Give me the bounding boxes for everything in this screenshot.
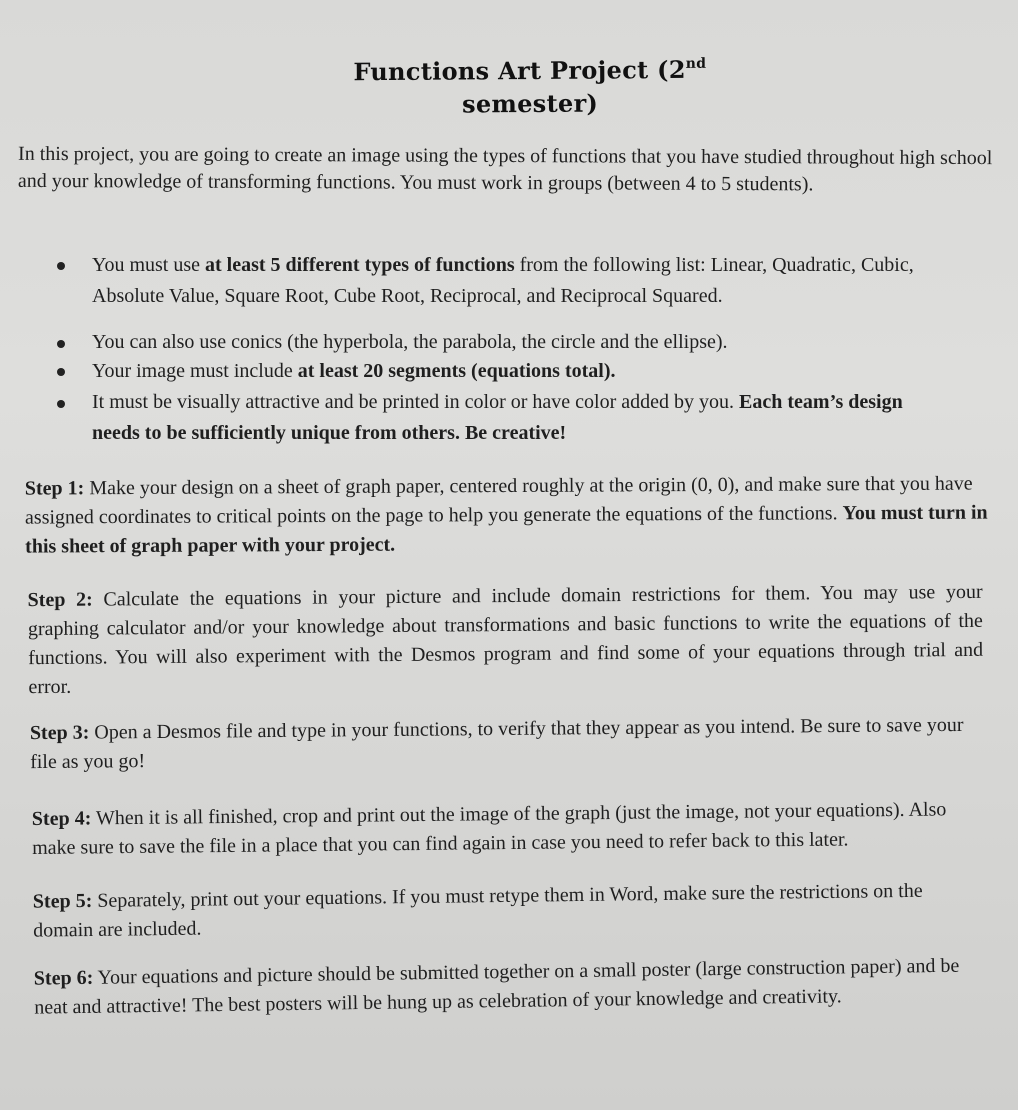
title-text: Functions Art Project (2 xyxy=(353,54,686,87)
list-item xyxy=(92,387,942,449)
step-label: Step 6: xyxy=(33,966,94,990)
step-text: Your equations and picture should be submitted together on a small poster (large construction paper) and be neat and attractive! The best posters will be hung up as celebration of your knowledge and creativity. xyxy=(34,954,960,1019)
title-line2: semester) xyxy=(462,88,599,119)
step-label: Step 2: xyxy=(27,588,93,612)
list-item-bold: Each team’s design needs to be sufficiently unique from others. Be creative! xyxy=(92,391,903,444)
list-item-bold: at least 20 segments (equations total). xyxy=(297,360,616,382)
bullet-dot-icon xyxy=(57,340,65,348)
step-1 xyxy=(25,469,1005,561)
list-item-text: You must use xyxy=(92,254,205,276)
list-item-text: It must be visually attractive and be printed in color or have color added by you. xyxy=(92,391,740,413)
step-text: When it is all finished, crop and print out the image of the graph (just the image, not your equations). Also make sure to save the file in a place that you can find again in case you need to refer back to this later. xyxy=(32,798,947,860)
list-item xyxy=(92,327,972,358)
step-label: Step 4: xyxy=(31,807,92,831)
bullet-dot-icon xyxy=(57,368,65,376)
step-6 xyxy=(34,951,985,1022)
list-item-bold: at least 5 different types of functions xyxy=(205,254,515,276)
step-5 xyxy=(33,876,964,945)
step-2 xyxy=(28,578,984,702)
step-3 xyxy=(30,711,970,777)
step-text: Open a Desmos file and type in your functions, to verify that they appear as you intend. Be sure to save your file as you go! xyxy=(30,713,964,774)
step-text: Separately, print out your equations. If you must retype them in Word, make sure the restrictions on the domain are included. xyxy=(33,879,923,942)
intro-paragraph: In this project, you are going to create an image using the types of functions that you have studied throughout high school and your knowledge of transforming functions. You must work in groups (between 4 to 5 students). xyxy=(17,142,993,196)
list-item-text: from the following list: Linear, Quadratic, Cubic, Absolute Value, Square Root, Cube Root, Reciprocal, and Reciprocal Squared. xyxy=(92,254,914,307)
list-item xyxy=(92,356,972,387)
step-text: Make your design on a sheet of graph paper, centered roughly at the origin (0, 0), and make sure that you have assigned coordinates to critical points on the page to help you generate the equations of the functions. xyxy=(24,472,973,529)
step-text: Calculate the equations in your picture and include domain restrictions for them. You may use your graphing calculator and/or your knowledge about transformations and basic functions to write the equations of the functions. You will also experiment with the Desmos program and find some of your equations through trial and error. xyxy=(27,580,984,699)
step-label: Step 5: xyxy=(32,889,93,913)
list-item xyxy=(92,250,972,312)
list-item-text: You can also use conics (the hyperbola, the parabola, the circle and the ellipse). xyxy=(92,331,728,353)
bullet-dot-icon xyxy=(57,262,65,270)
page-title xyxy=(300,52,760,121)
step-label: Step 3: xyxy=(29,721,90,745)
step-4 xyxy=(32,795,993,863)
step-label: Step 1: xyxy=(24,477,85,500)
title-superscript: nd xyxy=(685,55,707,72)
step-bold: You must turn in this sheet of graph paper with your project. xyxy=(25,501,988,558)
bullet-dot-icon xyxy=(57,400,65,408)
list-item-text: Your image must include xyxy=(92,360,298,382)
